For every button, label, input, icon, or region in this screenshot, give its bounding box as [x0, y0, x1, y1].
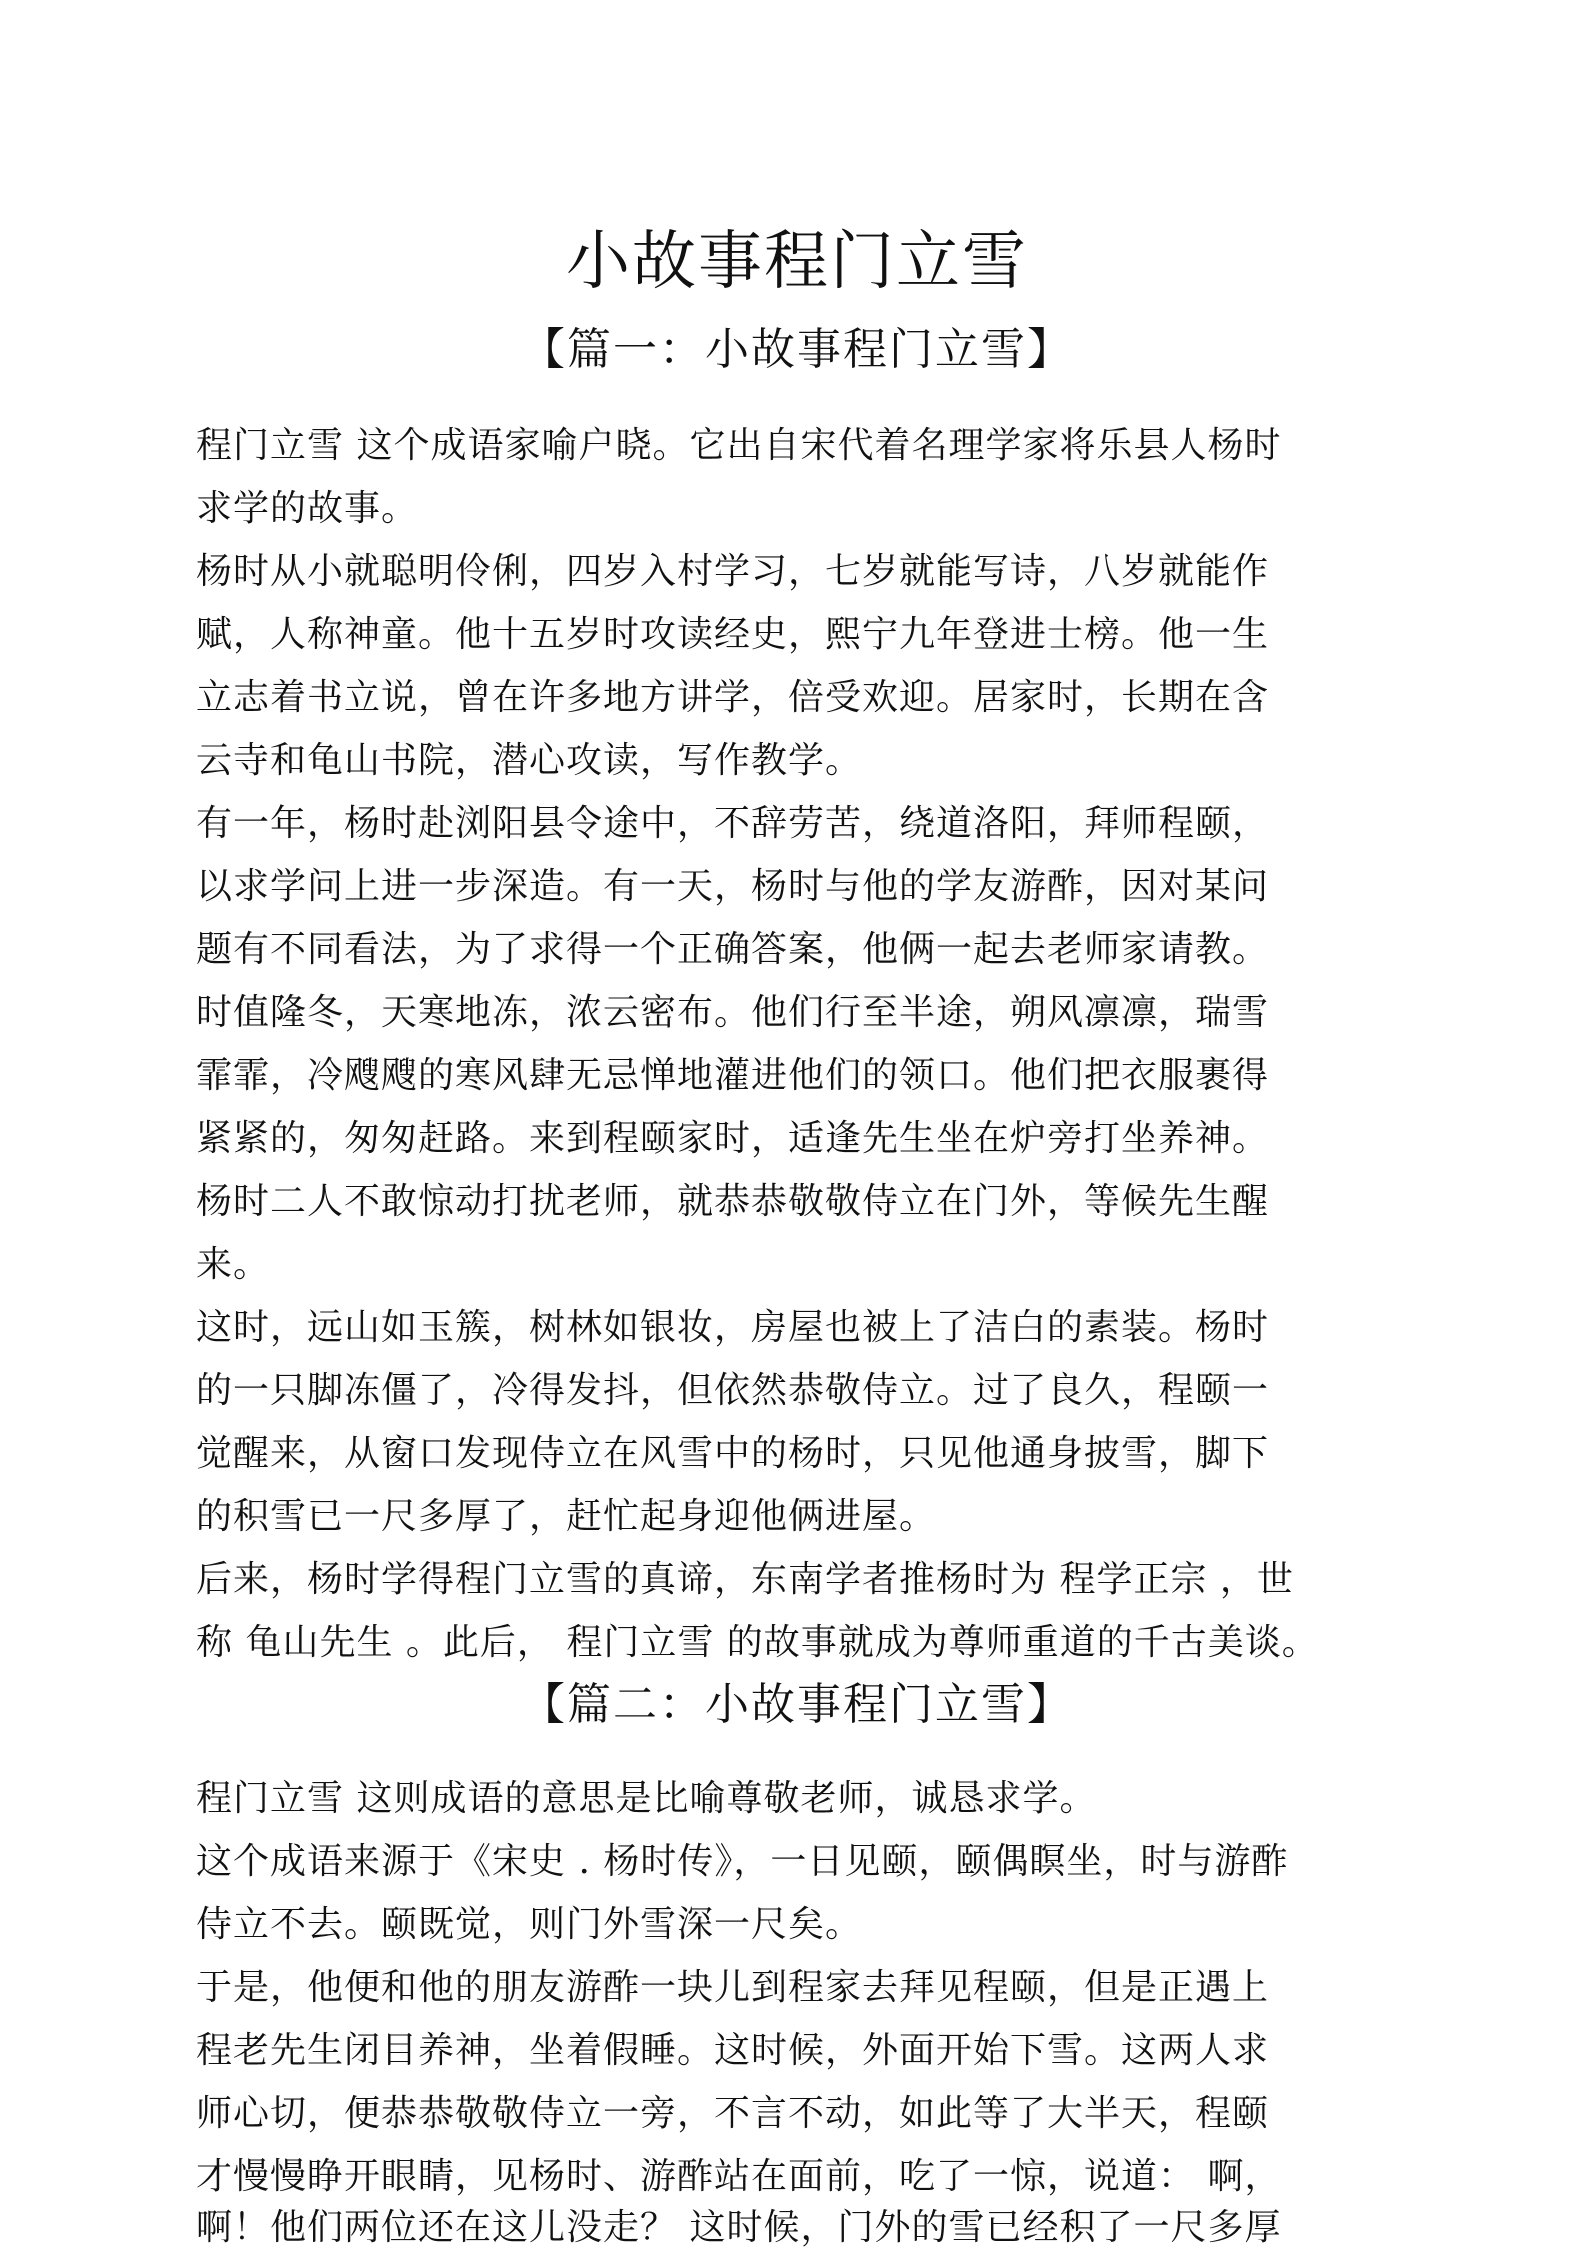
paragraph-line: 赋，人称神童。他十五岁时攻读经史，熙宁九年登进士榜。他一生 [196, 614, 1270, 655]
paragraph-line: 求学的故事。 [196, 488, 419, 529]
paragraph-line: 这时，远山如玉簇，树林如银妆，房屋也被上了洁白的素装。杨时 [196, 1307, 1270, 1348]
paragraph-line: 紧紧的，匆匆赶路。来到程颐家时，适逢先生坐在炉旁打坐养神。 [196, 1118, 1270, 1159]
paragraph-line: 云寺和龟山书院，潜心攻读，写作教学。 [196, 740, 863, 781]
paragraph-line: 的积雪已一尺多厚了，赶忙起身迎他俩进屋。 [196, 1496, 937, 1537]
paragraph-line: 程门立雪 这则成语的意思是比喻尊敬老师，诚恳求学。 [196, 1778, 1097, 1819]
paragraph-line: 的一只脚冻僵了，冷得发抖，但依然恭敬侍立。过了良久，程颐一 [196, 1370, 1270, 1411]
paragraph-line: 程门立雪 这个成语家喻户晓。它出自宋代着名理学家将乐县人杨时 [196, 425, 1282, 466]
paragraph-line: 以求学问上进一步深造。有一天，杨时与他的学友游酢，因对某问 [196, 866, 1270, 907]
paragraph-line: 霏霏，冷飕飕的寒风肆无忌惮地灌进他们的领口。他们把衣服裹得 [196, 1055, 1270, 1096]
paragraph-line: 于是，他便和他的朋友游酢一块儿到程家去拜见程颐，但是正遇上 [196, 1967, 1270, 2008]
paragraph-line: 程老先生闭目养神，坐着假睡。这时候，外面开始下雪。这两人求 [196, 2030, 1270, 2071]
document-title: 小故事程门立雪 [566, 225, 1028, 299]
paragraph-line: 来。 [196, 1244, 271, 1285]
paragraph-line: 杨时从小就聪明伶俐，四岁入村学习，七岁就能写诗，八岁就能作 [196, 551, 1270, 592]
section-heading-2: 【篇二：小故事程门立雪】 [521, 1679, 1073, 1730]
paragraph-line: 侍立不去。颐既觉，则门外雪深一尺矣。 [196, 1904, 863, 1945]
paragraph-line: 题有不同看法，为了求得一个正确答案，他俩一起去老师家请教。 [196, 929, 1270, 970]
paragraph-line: 啊！他们两位还在这儿没走？ 这时候，门外的雪已经积了一尺多厚 [196, 2207, 1282, 2248]
paragraph-line: 时值隆冬，天寒地冻，浓云密布。他们行至半途，朔风凛凛，瑞雪 [196, 992, 1270, 1033]
paragraph-line: 立志着书立说，曾在许多地方讲学，倍受欢迎。居家时，长期在含 [196, 677, 1270, 718]
paragraph-line: 后来，杨时学得程门立雪的真谛，东南学者推杨时为 程学正宗 ，世 [196, 1559, 1294, 1600]
paragraph-line: 这个成语来源于《宋史 . 杨时传》，一日见颐，颐偶瞑坐，时与游酢 [196, 1841, 1289, 1882]
paragraph-line: 才慢慢睁开眼睛，见杨时、游酢站在面前，吃了一惊，说道： 啊， [196, 2156, 1282, 2197]
section-heading-1: 【篇一：小故事程门立雪】 [521, 324, 1073, 375]
paragraph-line: 有一年，杨时赴浏阳县令途中，不辞劳苦，绕道洛阳，拜师程颐， [196, 803, 1270, 844]
paragraph-line: 师心切，便恭恭敬敬侍立一旁，不言不动，如此等了大半天，程颐 [196, 2093, 1270, 2134]
paragraph-line: 称 龟山先生 。此后， 程门立雪 的故事就成为尊师重道的千古美谈。 [196, 1622, 1319, 1663]
paragraph-line: 觉醒来，从窗口发现侍立在风雪中的杨时，只见他通身披雪，脚下 [196, 1433, 1270, 1474]
paragraph-line: 杨时二人不敢惊动打扰老师，就恭恭敬敬侍立在门外，等候先生醒 [196, 1181, 1270, 1222]
